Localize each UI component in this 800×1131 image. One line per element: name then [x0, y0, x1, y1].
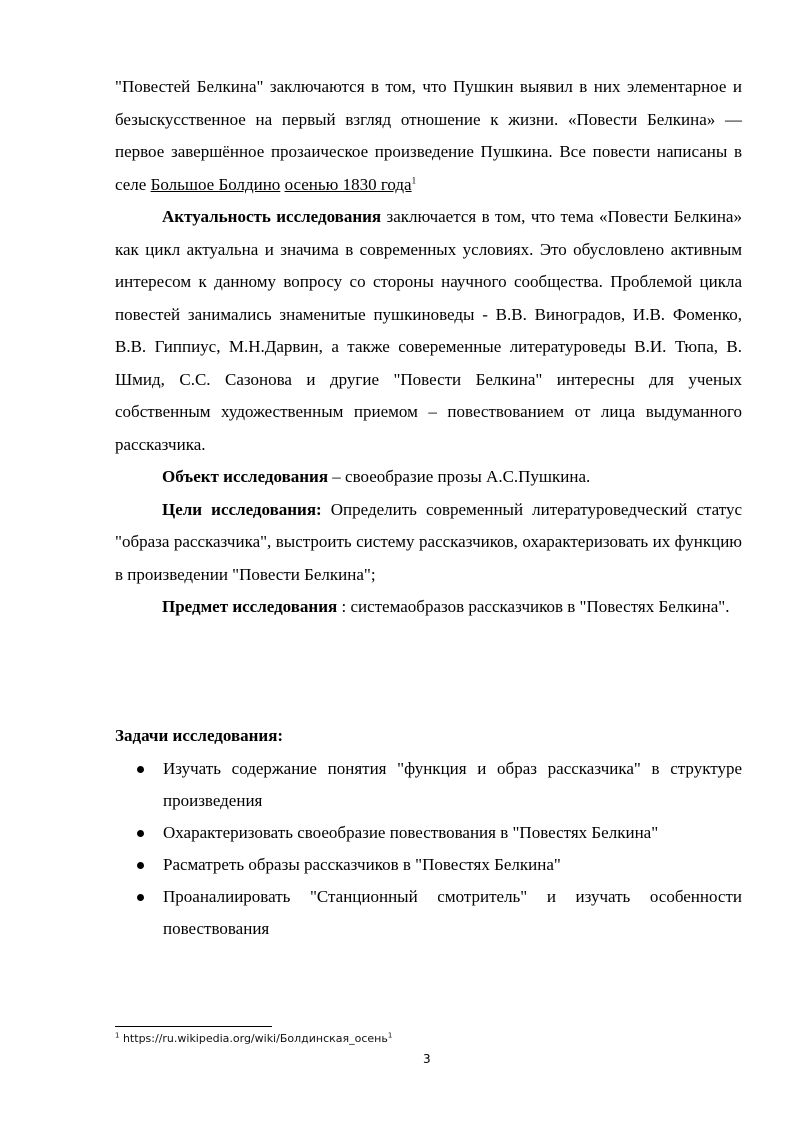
list-item: [115, 881, 742, 945]
relevance-text: заключается в том, что тема «Повести Белкина» как цикл актуальна и значима в современных условиях. Это обусловлено активным интересом к данному вопросу со стороны научного сообщества. Проблемой цикла повестей занимались знаменитые пушкиноведы - В.В. Виноградов, И.В. Фоменко, В.В. Гиппиус, М.Н.Дарвин, а также совеременные литературоведы В.И. Тюпа, В. Шмид, С.С. Сазонова и другие "Повести Белкина" интересны для ученых собственным художественным приемом – повествованием от лица выдуманного рассказчика.: [115, 207, 742, 454]
footnote: [115, 1032, 392, 1046]
footnote-url[interactable]: https://ru.wikipedia.org/wiki/Болдинская_осень: [119, 1032, 388, 1045]
footnote-trailing-ref: 1: [387, 1031, 393, 1040]
page-number: 3: [423, 1052, 431, 1066]
footnote-number: 1: [115, 1031, 120, 1040]
goals-text: Определить современный литературоведческий статус "образа рассказчика", выстроить систему рассказчиков, охарактеризовать их функцию в произведении "Повести Белкина";: [115, 499, 742, 584]
tasks-list: [115, 753, 742, 945]
subject-heading: Предмет исследования: [162, 597, 338, 616]
subject-text: : системаобразов рассказчиков в "Повестях Белкина".: [337, 597, 730, 616]
paragraph-object: [115, 461, 742, 494]
paragraph-intro-text: "Повестей Белкина" заключаются в том, что Пушкин выявил в них элементарное и безыскусственное на первый взгляд отношение к жизни. «Повести Белкина» — первое завершённое прозаическое произведение Пушкина. Все повести написаны в селе: [115, 77, 742, 194]
list-item: [115, 753, 742, 817]
object-text: – своеобразие прозы А.С.Пушкина.: [328, 467, 591, 486]
link-autumn-1830[interactable]: осенью 1830 года: [284, 174, 412, 194]
tasks-heading: Задачи исследования:: [115, 726, 284, 745]
object-heading: Объект исследования: [162, 467, 329, 486]
footnote-reference[interactable]: 1: [411, 174, 417, 185]
list-item-text: Проаналиировать "Станционный смотритель" и изучать особенности повествования: [163, 887, 742, 938]
paragraph-relevance: [115, 201, 742, 461]
bullet-icon: [137, 830, 144, 837]
bullet-icon: [137, 894, 144, 901]
list-item: [115, 849, 742, 881]
paragraph-goals: [115, 494, 742, 592]
body-text: [115, 71, 742, 624]
link-bolshoe-boldino[interactable]: Большое Болдино: [150, 174, 281, 194]
list-item-text: Охарактеризовать своеобразие повествования в "Повестях Белкина": [163, 823, 659, 842]
bullet-icon: [137, 862, 144, 869]
list-item-text: Расматреть образы рассказчиков в "Повестях Белкина": [163, 855, 561, 874]
relevance-heading: Актуальность исследования: [162, 207, 382, 226]
goals-heading: Цели исследования:: [162, 499, 322, 519]
footnote-separator: [115, 1026, 272, 1027]
list-item-text: Изучать содержание понятия "функция и образ рассказчика" в структуре произведения: [163, 759, 742, 810]
paragraph-subject: [115, 591, 742, 624]
list-item: [115, 817, 742, 849]
paragraph-intro: [115, 71, 742, 201]
bullet-icon: [137, 766, 144, 773]
